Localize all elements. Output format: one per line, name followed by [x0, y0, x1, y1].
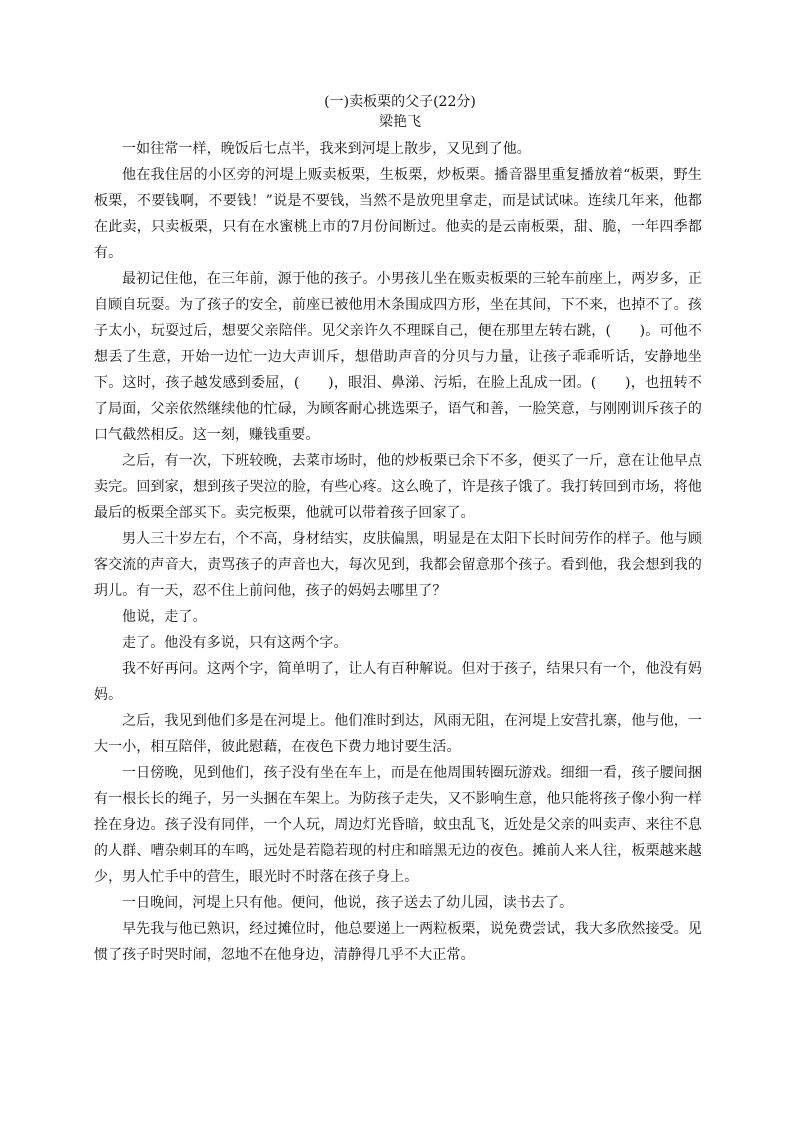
- paragraph-12: 早先我与他已熟识，经过摊位时，他总要递上一两粒板栗，说免费尝试，我大多欣然接受。见惯了孩子时哭时闹，忽地不在他身边，清静得几乎不大正常。: [94, 921, 702, 963]
- paragraph-10: 一日傍晚，见到他们，孩子没有坐在车上，而是在他周围转圈玩游戏。细细一看，孩子腰间捆有一根长长的绳子，另一头捆在车架上。为防孩子走失，又不影响生意，他只能将孩子像小狗一样拴在身边。孩子没有同伴，一个人玩，周边灯光昏暗，蚊虫乱飞，近处是父亲的叫卖声、来往不息的人群、嘈杂刺耳的车鸣，远处是若隐若现的村庄和暗黑无边的夜色。摊前人来人往，板栗越来越少，男人忙手中的营生，眼光时不时落在孩子身上。: [94, 765, 702, 885]
- paragraph-9: 之后，我见到他们多是在河堤上。他们准时到达，风雨无阻，在河堤上安营扎寨，他与他，一大一小，相互陪伴，彼此慰藉，在夜色下费力地讨要生活。: [94, 713, 702, 755]
- article-author: 梁艳飞: [379, 114, 421, 130]
- paragraph-6: 他说，走了。: [122, 609, 207, 625]
- article-title: (一)卖板栗的父子(22分): [324, 94, 476, 110]
- paragraph-4: 之后，有一次，下班较晚，去菜市场时，他的炒板栗已余下不多，便买了一斤，意在让他早点卖完。回到家，想到孩子哭泣的脸，有些心疼。这么晚了，许是孩子饿了。我打转回到市场，将他最后的板栗全部买下。卖完板栗，他就可以带着孩子回家了。: [94, 453, 702, 521]
- article: [94, 92, 702, 968]
- paragraph-2: 他在我住居的小区旁的河堤上贩卖板栗，生板栗，炒板栗。播音器里重复播放着“板栗，野生板栗，不要钱啊，不要钱！”说是不要钱，当然不是放兜里拿走，而是试试味。连续几年来，他都在此卖，只卖板栗，只有在水蜜桃上市的7月份间断过。他卖的是云南板栗，甜、脆，一年四季都有。: [94, 167, 702, 261]
- paragraph-7: 走了。他没有多说，只有这两个字。: [122, 635, 348, 651]
- paragraph-5: 男人三十岁左右，个不高，身材结实，皮肤偏黑，明显是在太阳下长时间劳作的样子。他与顾客交流的声音大，责骂孩子的声音也大，每次见到，我都会留意那个孩子。看到他，我会想到我的玥儿。有一天，忍不住上前问他，孩子的妈妈去哪里了？: [94, 531, 702, 599]
- paragraph-11: 一日晚间，河堤上只有他。便问，他说，孩子送去了幼儿园，读书去了。: [122, 895, 574, 911]
- paragraph-3: 最初记住他，在三年前，源于他的孩子。小男孩儿坐在贩卖板栗的三轮车前座上，两岁多，正自顾自玩耍。为了孩子的安全，前座已被他用木条围成四方形，坐在其间，下不来，也掉不了。孩子太小，玩耍过后，想要父亲陪伴。见父亲许久不理睬自己，便在那里左转右跳，( )。可他不想丢了生意，开始一边忙一边大声训斥，想借助声音的分贝与力量，让孩子乖乖听话，安静地坐下。这时，孩子越发感到委屈，( )，眼泪、鼻涕、污垢，在脸上乱成一团。( )，也扭转不了局面，父亲依然继续他的忙碌，为顾客耐心挑选栗子，语气和善，一脸笑意，与刚刚训斥孩子的口气截然相反。这一刻，赚钱重要。: [94, 271, 702, 443]
- paragraph-8: 我不好再问。这两个字，简单明了，让人有百种解说。但对于孩子，结果只有一个，他没有妈妈。: [94, 661, 702, 703]
- paragraph-1: 一如往常一样，晚饭后七点半，我来到河堤上散步，又见到了他。: [122, 141, 531, 157]
